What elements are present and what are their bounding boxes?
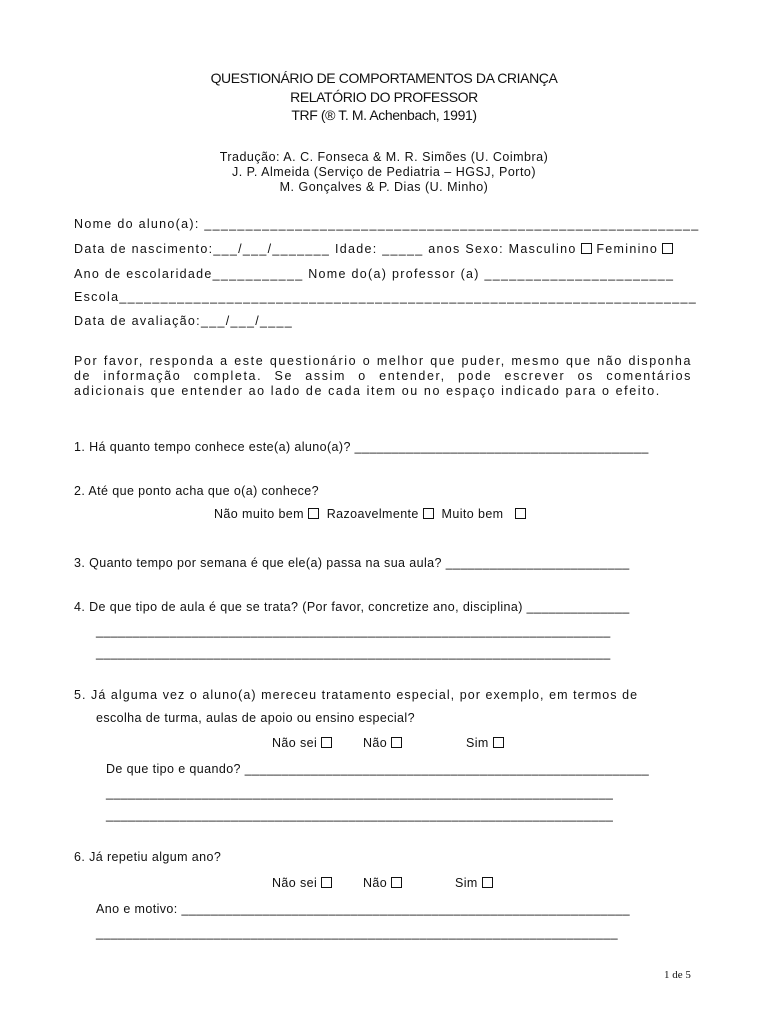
option-no-checkbox[interactable] <box>391 737 402 748</box>
question-6-option-yes <box>455 876 493 890</box>
option-very-well-label: Muito bem <box>441 507 504 521</box>
instructions-paragraph: Por favor, responda a este questionário o melhor que puder, mesmo que não disponha de informação completa. Se assim o entender, pode escrever os comentários adicionais que entender ao lado de cada item ou no espaço indicado para o efeito. <box>74 354 692 398</box>
student-name-field[interactable]: Nome do aluno(a): ____________________________________________________________ <box>74 217 700 231</box>
option-no-label: Não <box>363 876 388 890</box>
question-5-continued: escolha de turma, aulas de apoio ou ensino especial? <box>96 711 415 725</box>
evaluation-date-field[interactable]: Data de avaliação:___/___/____ <box>74 314 294 328</box>
option-yes-checkbox[interactable] <box>482 877 493 888</box>
option-yes-label: Sim <box>466 736 489 750</box>
question-5-options <box>272 736 332 750</box>
female-label: Feminino <box>596 242 659 256</box>
question-1[interactable]: 1. Há quanto tempo conhece este(a) aluno(a)? ________________________________________ <box>74 440 649 454</box>
option-dont-know-label: Não sei <box>272 876 318 890</box>
grade-teacher-field[interactable]: Ano de escolaridade___________ Nome do(a) professor (a) _______________________ <box>74 267 675 281</box>
question-5-option-yes <box>466 736 504 750</box>
page-number: 1 de 5 <box>664 969 691 981</box>
question-6: 6. Já repetiu algum ano? <box>74 850 222 864</box>
question-6-option-no <box>363 876 402 890</box>
question-4-answer-line-2[interactable]: ______________________________________________________________________ <box>96 646 611 660</box>
school-field[interactable]: Escola______________________________________________________________________ <box>74 290 697 304</box>
question-4[interactable]: 4. De que tipo de aula é que se trata? (Por favor, concretize ano, disciplina) ______________ <box>74 600 630 614</box>
question-5: 5. Já alguma vez o aluno(a) mereceu tratamento especial, por exemplo, em termos de <box>74 688 639 702</box>
option-yes-checkbox[interactable] <box>493 737 504 748</box>
option-not-well-checkbox[interactable] <box>308 508 319 519</box>
question-6-answer-line[interactable]: _______________________________________________________________________ <box>96 926 618 940</box>
option-not-well-label: Não muito bem <box>214 507 304 521</box>
question-5-detail[interactable]: De que tipo e quando? _______________________________________________________ <box>106 762 650 776</box>
option-reasonably-label: Razoavelmente <box>326 507 419 521</box>
option-dont-know-label: Não sei <box>272 736 318 750</box>
question-6-detail[interactable]: Ano e motivo: _____________________________________________________________ <box>96 902 630 916</box>
question-5-option-no <box>363 736 402 750</box>
question-5-answer-line-1[interactable]: _____________________________________________________________________ <box>106 786 614 800</box>
question-4-answer-line-1[interactable]: ______________________________________________________________________ <box>96 624 611 638</box>
option-no-label: Não <box>363 736 388 750</box>
birth-date-field[interactable]: Data de nascimento:___/___/_______ Idade: _____ anos Sexo: Masculino <box>74 242 577 256</box>
option-yes-label: Sim <box>455 876 478 890</box>
birth-age-sex-field <box>74 242 673 256</box>
option-reasonably-checkbox[interactable] <box>423 508 434 519</box>
option-very-well-checkbox[interactable] <box>515 508 526 519</box>
question-3[interactable]: 3. Quanto tempo por semana é que ele(a) passa na sua aula? _________________________ <box>74 556 630 570</box>
question-6-options <box>272 876 332 890</box>
form-title: QUESTIONÁRIO DE COMPORTAMENTOS DA CRIANÇA <box>210 70 558 86</box>
form-copyright: TRF (® T. M. Achenbach, 1991) <box>291 107 477 123</box>
question-2: 2. Até que ponto acha que o(a) conhece? <box>74 484 319 498</box>
question-2-options <box>214 507 526 521</box>
translation-credit-3: M. Gonçalves & P. Dias (U. Minho) <box>279 180 489 194</box>
form-subtitle: RELATÓRIO DO PROFESSOR <box>290 89 478 105</box>
male-checkbox[interactable] <box>581 243 592 254</box>
option-dont-know-checkbox[interactable] <box>321 877 332 888</box>
translation-credit-2: J. P. Almeida (Serviço de Pediatria – HGSJ, Porto) <box>231 165 537 179</box>
option-dont-know-checkbox[interactable] <box>321 737 332 748</box>
translation-credit-1: Tradução: A. C. Fonseca & M. R. Simões (U. Coimbra) <box>219 150 549 164</box>
option-no-checkbox[interactable] <box>391 877 402 888</box>
question-5-answer-line-2[interactable]: _____________________________________________________________________ <box>106 808 614 822</box>
female-checkbox[interactable] <box>662 243 673 254</box>
